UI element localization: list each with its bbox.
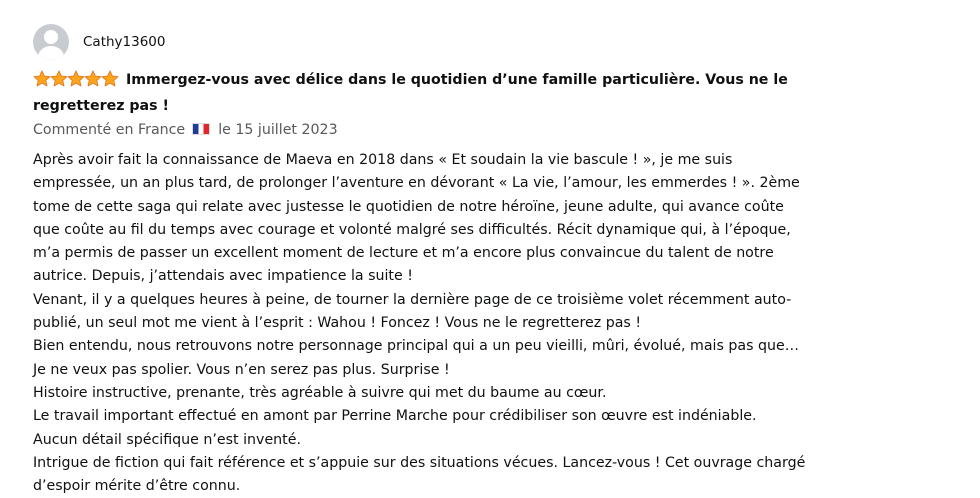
review-body-line: autrice. Depuis, j’attendais avec impatience la suite ! — [33, 268, 413, 285]
star-rating[interactable] — [33, 70, 118, 95]
star-icon — [50, 70, 68, 87]
review-body — [33, 149, 833, 498]
review-meta — [33, 119, 833, 141]
reviewer-profile[interactable] — [33, 24, 833, 60]
star-icon — [101, 70, 119, 87]
review-body-line: d’espoir mérite d’être connu. — [33, 478, 241, 495]
review-title-row — [33, 69, 833, 118]
review-date: le 15 juillet 2023 — [218, 122, 338, 138]
review-body-line: Le travail important effectué en amont par Perrine Marche pour crédibiliser son œuvre est indéniable. — [33, 408, 757, 425]
review-body-line: Aucun détail spécifique n’est inventé. — [33, 431, 301, 448]
review-body-line: m’a permis de passer un excellent moment de lecture et m’a encore plus convaincue du talent de notre — [33, 245, 774, 262]
review-title[interactable]: Immergez-vous avec délice dans le quotidien d’une famille particulière. Vous ne le — [126, 72, 788, 88]
star-icon — [33, 70, 51, 87]
review-body-line: Intrigue de fiction qui fait référence et s’appuie sur des situations vécues. Lancez-vous ! Cet ouvrage chargé — [33, 454, 806, 471]
review-body-line: Je ne veux pas spolier. Vous n’en serez pas plus. Surprise ! — [33, 361, 450, 378]
review-body-line: empressée, un an plus tard, de prolonger l’aventure en dévorant « La vie, l’amour, les emmerdes ! ». 2ème — [33, 175, 800, 192]
review-body-line: Venant, il y a quelques heures à peine, de tourner la dernière page de ce troisième volet récemment auto- — [33, 291, 792, 308]
review-country: Commenté en France — [33, 122, 186, 138]
review-body-line: que coûte au fil du temps avec courage et volonté malgré ses difficultés. Récit dynamique qui, à l’époque, — [33, 221, 791, 238]
review-title-continued[interactable]: regretterez pas ! — [33, 98, 169, 114]
review-body-line: Après avoir fait la connaissance de Maeva en 2018 dans « Et soudain la vie bascule ! », je me suis — [33, 152, 733, 168]
avatar-body-icon — [38, 46, 64, 60]
france-flag-icon — [192, 123, 210, 135]
star-icon — [84, 70, 102, 87]
review-body-line: Bien entendu, nous retrouvons notre personnage principal qui a un peu vieilli, mûri, évolué, mais pas que… — [33, 338, 799, 355]
review-body-line: Histoire instructive, prenante, très agréable à suivre qui met du baume au cœur. — [33, 384, 607, 401]
reviewer-name[interactable]: Cathy13600 — [83, 34, 166, 50]
review-body-line: publié, un seul mot me vient à l’esprit : Wahou ! Foncez ! Vous ne le regretterez pas ! — [33, 315, 642, 332]
review-body-line: tome de cette saga qui relate avec justesse le quotidien de notre héroïne, jeune adulte, qui avance coûte — [33, 198, 784, 215]
customer-review — [33, 24, 833, 498]
star-icon — [67, 70, 85, 87]
avatar[interactable] — [33, 24, 69, 60]
avatar-head-icon — [44, 30, 58, 44]
